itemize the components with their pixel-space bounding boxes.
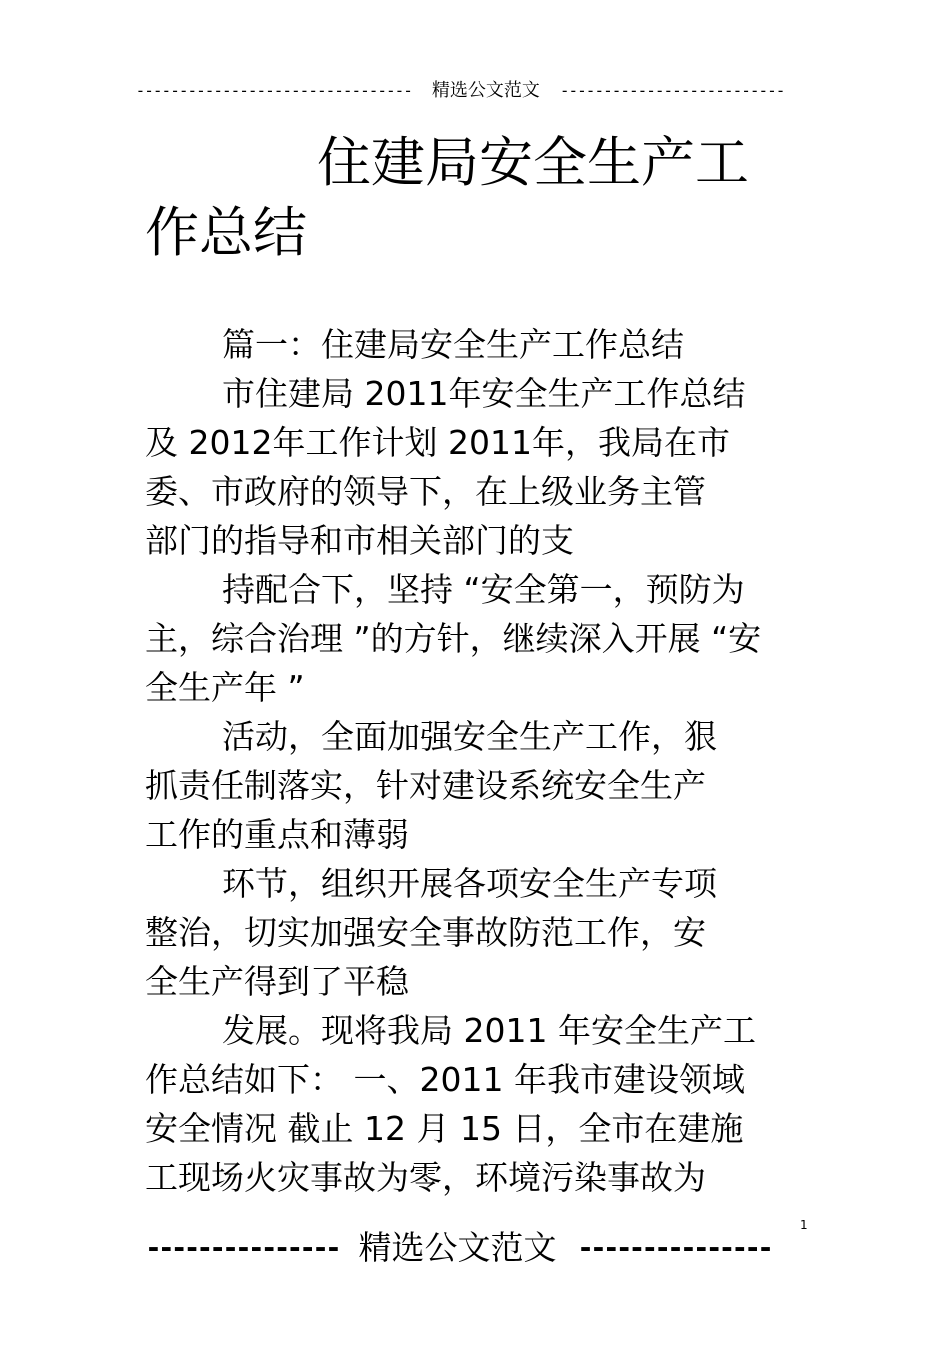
body-line: 持配合下，坚持 “安全第一，预防为	[222, 570, 745, 609]
body-line: 及 2012年工作计划 2011年，我局在市	[145, 423, 730, 462]
body-line: 全生产得到了平稳	[145, 962, 409, 1001]
body-line: 篇一：住建局安全生产工作总结	[222, 325, 684, 364]
page-number: 1	[800, 1218, 808, 1232]
body-line: 部门的指导和市相关部门的支	[145, 521, 574, 560]
document-title	[145, 128, 805, 268]
body-line: 作总结如下： 一、2011 年我市建设领域	[145, 1060, 745, 1099]
document-body	[145, 320, 810, 1202]
footer-dashes-left: ---------------	[145, 1231, 338, 1264]
body-line: 主，综合治理 ”的方针，继续深入开展 “安	[145, 619, 762, 658]
header-dashes-right: --------------------------	[559, 81, 785, 100]
body-line: 安全情况 截止 12 月 15 日，全市在建施	[145, 1109, 744, 1148]
body-line: 全生产年 ”	[145, 668, 305, 707]
page-header	[135, 79, 785, 103]
header-dashes-left: --------------------------------	[135, 81, 412, 100]
footer-dashes-right: ---------------	[577, 1231, 770, 1264]
title-line-2: 作总结	[145, 201, 307, 264]
body-line: 市住建局 2011年安全生产工作总结	[222, 374, 746, 413]
body-line: 抓责任制落实，针对建设系统安全生产	[145, 766, 706, 805]
body-line: 发展。现将我局 2011 年安全生产工	[222, 1011, 756, 1050]
body-line: 委、市政府的领导下，在上级业务主管	[145, 472, 706, 511]
footer-label: 精选公文范文	[358, 1228, 557, 1267]
title-line-1: 住建局安全生产工	[317, 131, 749, 194]
body-line: 工现场火灾事故为零，环境污染事故为	[145, 1158, 706, 1197]
body-line: 活动，全面加强安全生产工作，狠	[222, 717, 717, 756]
body-line: 整治，切实加强安全事故防范工作，安	[145, 913, 706, 952]
body-line: 工作的重点和薄弱	[145, 815, 409, 854]
body-line: 环节，组织开展各项安全生产专项	[222, 864, 717, 903]
page-footer	[145, 1228, 770, 1268]
header-label: 精选公文范文	[431, 80, 540, 101]
